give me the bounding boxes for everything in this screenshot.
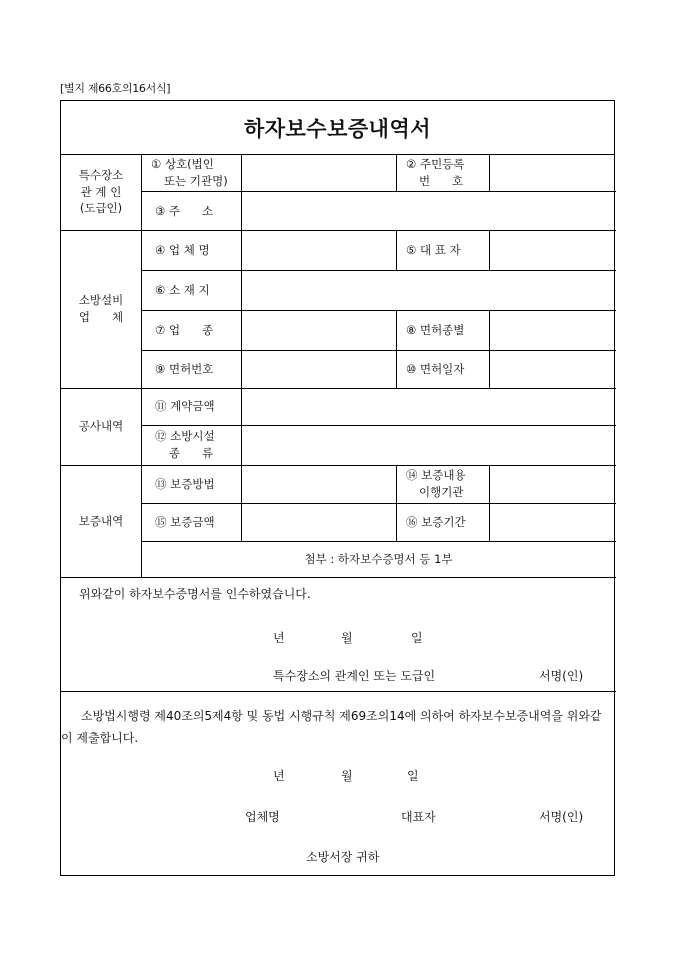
field-label-warranty-amount: ⑮ 보증금액 bbox=[155, 514, 215, 529]
field-label-line: ① 상호(법인 bbox=[151, 157, 214, 172]
field-label-business-type: ⑦ 업 종 bbox=[155, 322, 214, 337]
warranty-statement-form bbox=[60, 100, 615, 876]
section-owner-line: 관 계 인 bbox=[80, 184, 122, 199]
field-label-line: ⑫ 소방시설 bbox=[155, 429, 215, 444]
field-label-business-name: ④ 업 체 명 bbox=[155, 242, 210, 257]
submission-day: 일 bbox=[407, 769, 419, 783]
field-label-location: ⑥ 소 재 지 bbox=[155, 282, 210, 297]
submission-signature: 서명(인) bbox=[539, 810, 584, 824]
field-label-line: ⑭ 보증내용 bbox=[406, 468, 466, 483]
receipt-year: 년 bbox=[273, 631, 285, 645]
addressee: 소방서장 귀하 bbox=[306, 850, 380, 864]
field-label-line: 번 호 bbox=[419, 174, 464, 188]
submission-year: 년 bbox=[273, 769, 285, 783]
field-label-line: 또는 기관명) bbox=[164, 174, 228, 188]
section-owner bbox=[61, 154, 141, 230]
submission-month: 월 bbox=[341, 769, 353, 783]
field-label-license-number: ⑨ 면허번호 bbox=[155, 361, 214, 376]
submission-statement: 소방법시행령 제40조의5제4항 및 동법 시행규칙 제69조의14에 의하여 하자보수보증내역을 위와같이 제출합니다. bbox=[61, 709, 602, 745]
field-label-license-date: ⑩ 면허일자 bbox=[406, 361, 465, 376]
receipt-day: 일 bbox=[411, 631, 423, 645]
title-row bbox=[61, 101, 614, 155]
field-label-line: 이행기관 bbox=[419, 485, 464, 499]
field-label-address: ③ 주 소 bbox=[155, 203, 214, 218]
field-label-representative: ⑤ 대 표 자 bbox=[406, 242, 461, 257]
section-construction: 공사내역 bbox=[78, 419, 124, 434]
field-label-registration-number bbox=[406, 154, 489, 192]
field-label-contract-amount: ⑪ 계약금액 bbox=[155, 399, 215, 414]
form-title: 하자보수보증내역서 bbox=[243, 115, 432, 141]
section-warranty: 보증내역 bbox=[78, 513, 124, 528]
section-contractor-line: 소방설비 bbox=[78, 293, 124, 308]
field-label-line: ② 주민등록 bbox=[406, 157, 465, 172]
field-label-warranty-period: ⑯ 보증기간 bbox=[406, 514, 466, 529]
section-owner-line: 특수장소 bbox=[78, 167, 124, 182]
field-label-company-name bbox=[151, 154, 241, 192]
receipt-statement: 위와같이 하자보수증명서를 인수하였습니다. bbox=[79, 587, 311, 601]
form-reference: [별지 제66호의16서식] bbox=[60, 82, 171, 95]
section-contractor-line: 업 체 bbox=[78, 310, 124, 324]
section-contractor bbox=[61, 230, 141, 388]
field-label-warranty-method: ⑬ 보증방법 bbox=[155, 476, 215, 491]
submission-company: 업체명 bbox=[245, 810, 280, 824]
field-label-facility-type bbox=[155, 425, 241, 465]
receipt-month: 월 bbox=[341, 631, 353, 645]
receipt-signature: 서명(인) bbox=[539, 669, 584, 683]
field-label-line: 종 류 bbox=[169, 446, 214, 460]
submission-representative: 대표자 bbox=[401, 810, 436, 824]
field-label-warranty-institution bbox=[406, 465, 489, 503]
field-label-license-type: ⑧ 면허종별 bbox=[406, 322, 465, 337]
attachment-note: 첨부 : 하자보수증명서 등 1부 bbox=[304, 551, 453, 566]
section-owner-line: (도급인) bbox=[79, 201, 123, 216]
receipt-signer: 특수장소의 관계인 또는 도급인 bbox=[273, 669, 436, 683]
